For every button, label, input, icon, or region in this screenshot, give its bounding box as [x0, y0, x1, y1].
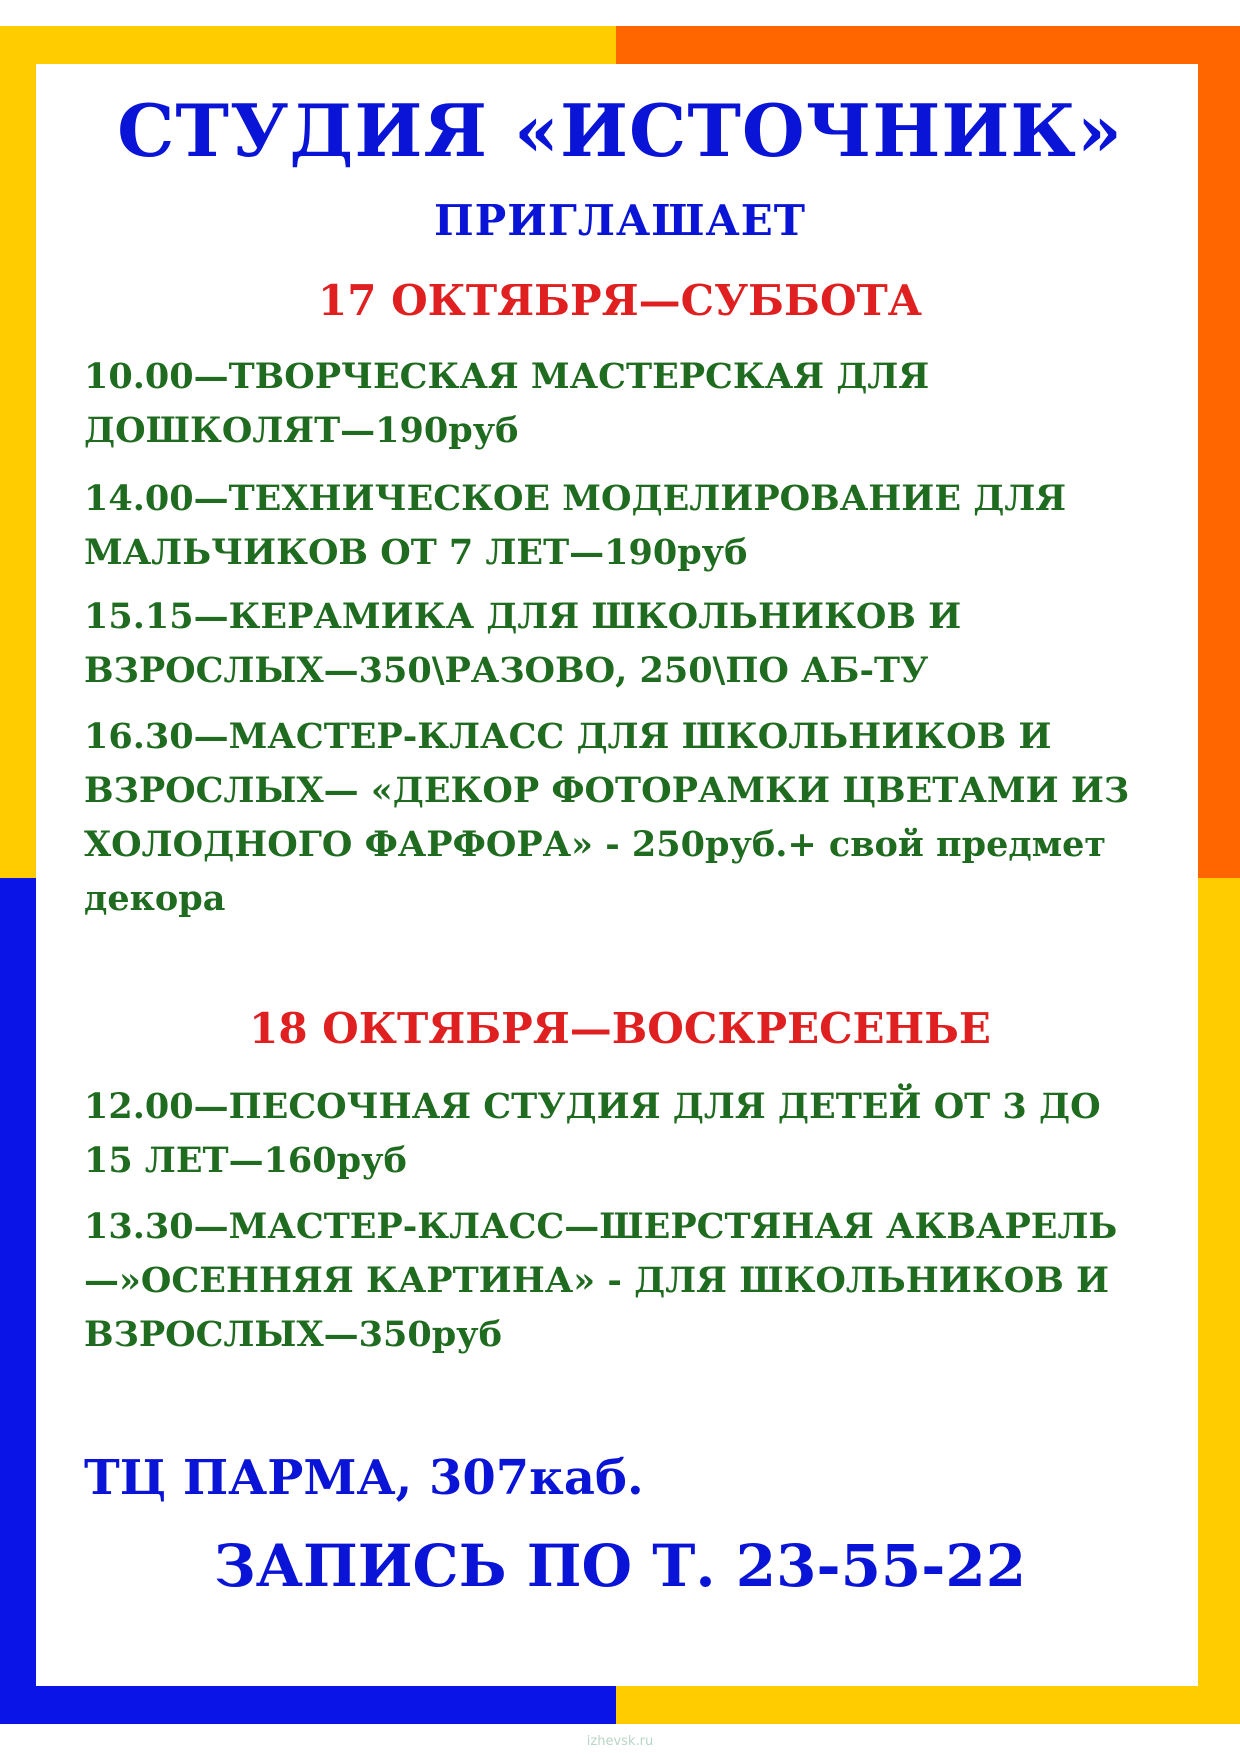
sunday-event: 13.30—МАСТЕР-КЛАСС—ШЕРСТЯНАЯ АКВАРЕЛЬ—»ОСЕННЯЯ КАРТИНА» - ДЛЯ ШКОЛЬНИКОВ И ВЗРОСЛЫХ—350руб [84, 1206, 1118, 1355]
saturday-event: 16.30—МАСТЕР-КЛАСС ДЛЯ ШКОЛЬНИКОВ И ВЗРОСЛЫХ— «ДЕКОР ФОТОРАМКИ ЦВЕТАМИ ИЗ ХОЛОДНОГО ФАРФОРА» - 250руб.+ свой предмет декора [84, 716, 1130, 919]
saturday-event: 10.00—ТВОРЧЕСКАЯ МАСТЕРСКАЯ ДЛЯ ДОШКОЛЯТ—190руб [84, 356, 930, 451]
saturday-event: 14.00—ТЕХНИЧЕСКОЕ МОДЕЛИРОВАНИЕ ДЛЯ МАЛЬЧИКОВ ОТ 7 ЛЕТ—190руб [84, 478, 1067, 573]
frame-top-right [616, 26, 1240, 64]
saturday-heading: 17 ОКТЯБРЯ—СУББОТА [318, 276, 922, 325]
saturday-event: 15.15—КЕРАМИКА ДЛЯ ШКОЛЬНИКОВ И ВЗРОСЛЫХ—350\РАЗОВО, 250\ПО АБ-ТУ [84, 596, 962, 691]
frame-bottom-left [0, 1686, 616, 1724]
poster-title: СТУДИЯ «ИСТОЧНИК» [117, 88, 1123, 173]
frame-bottom-right [616, 1686, 1240, 1724]
poster-invite: ПРИГЛАШАЕТ [433, 196, 806, 245]
frame-top-left [0, 26, 616, 64]
sunday-heading: 18 ОКТЯБРЯ—ВОСКРЕСЕНЬЕ [249, 1004, 991, 1053]
watermark: izhevsk.ru [586, 1734, 654, 1749]
sunday-event: 12.00—ПЕСОЧНАЯ СТУДИЯ ДЛЯ ДЕТЕЙ ОТ 3 ДО 15 ЛЕТ—160руб [84, 1086, 1101, 1181]
phone-line: ЗАПИСЬ ПО Т. 23-55-22 [213, 1532, 1027, 1600]
address: ТЦ ПАРМА, 307каб. [84, 1450, 644, 1506]
